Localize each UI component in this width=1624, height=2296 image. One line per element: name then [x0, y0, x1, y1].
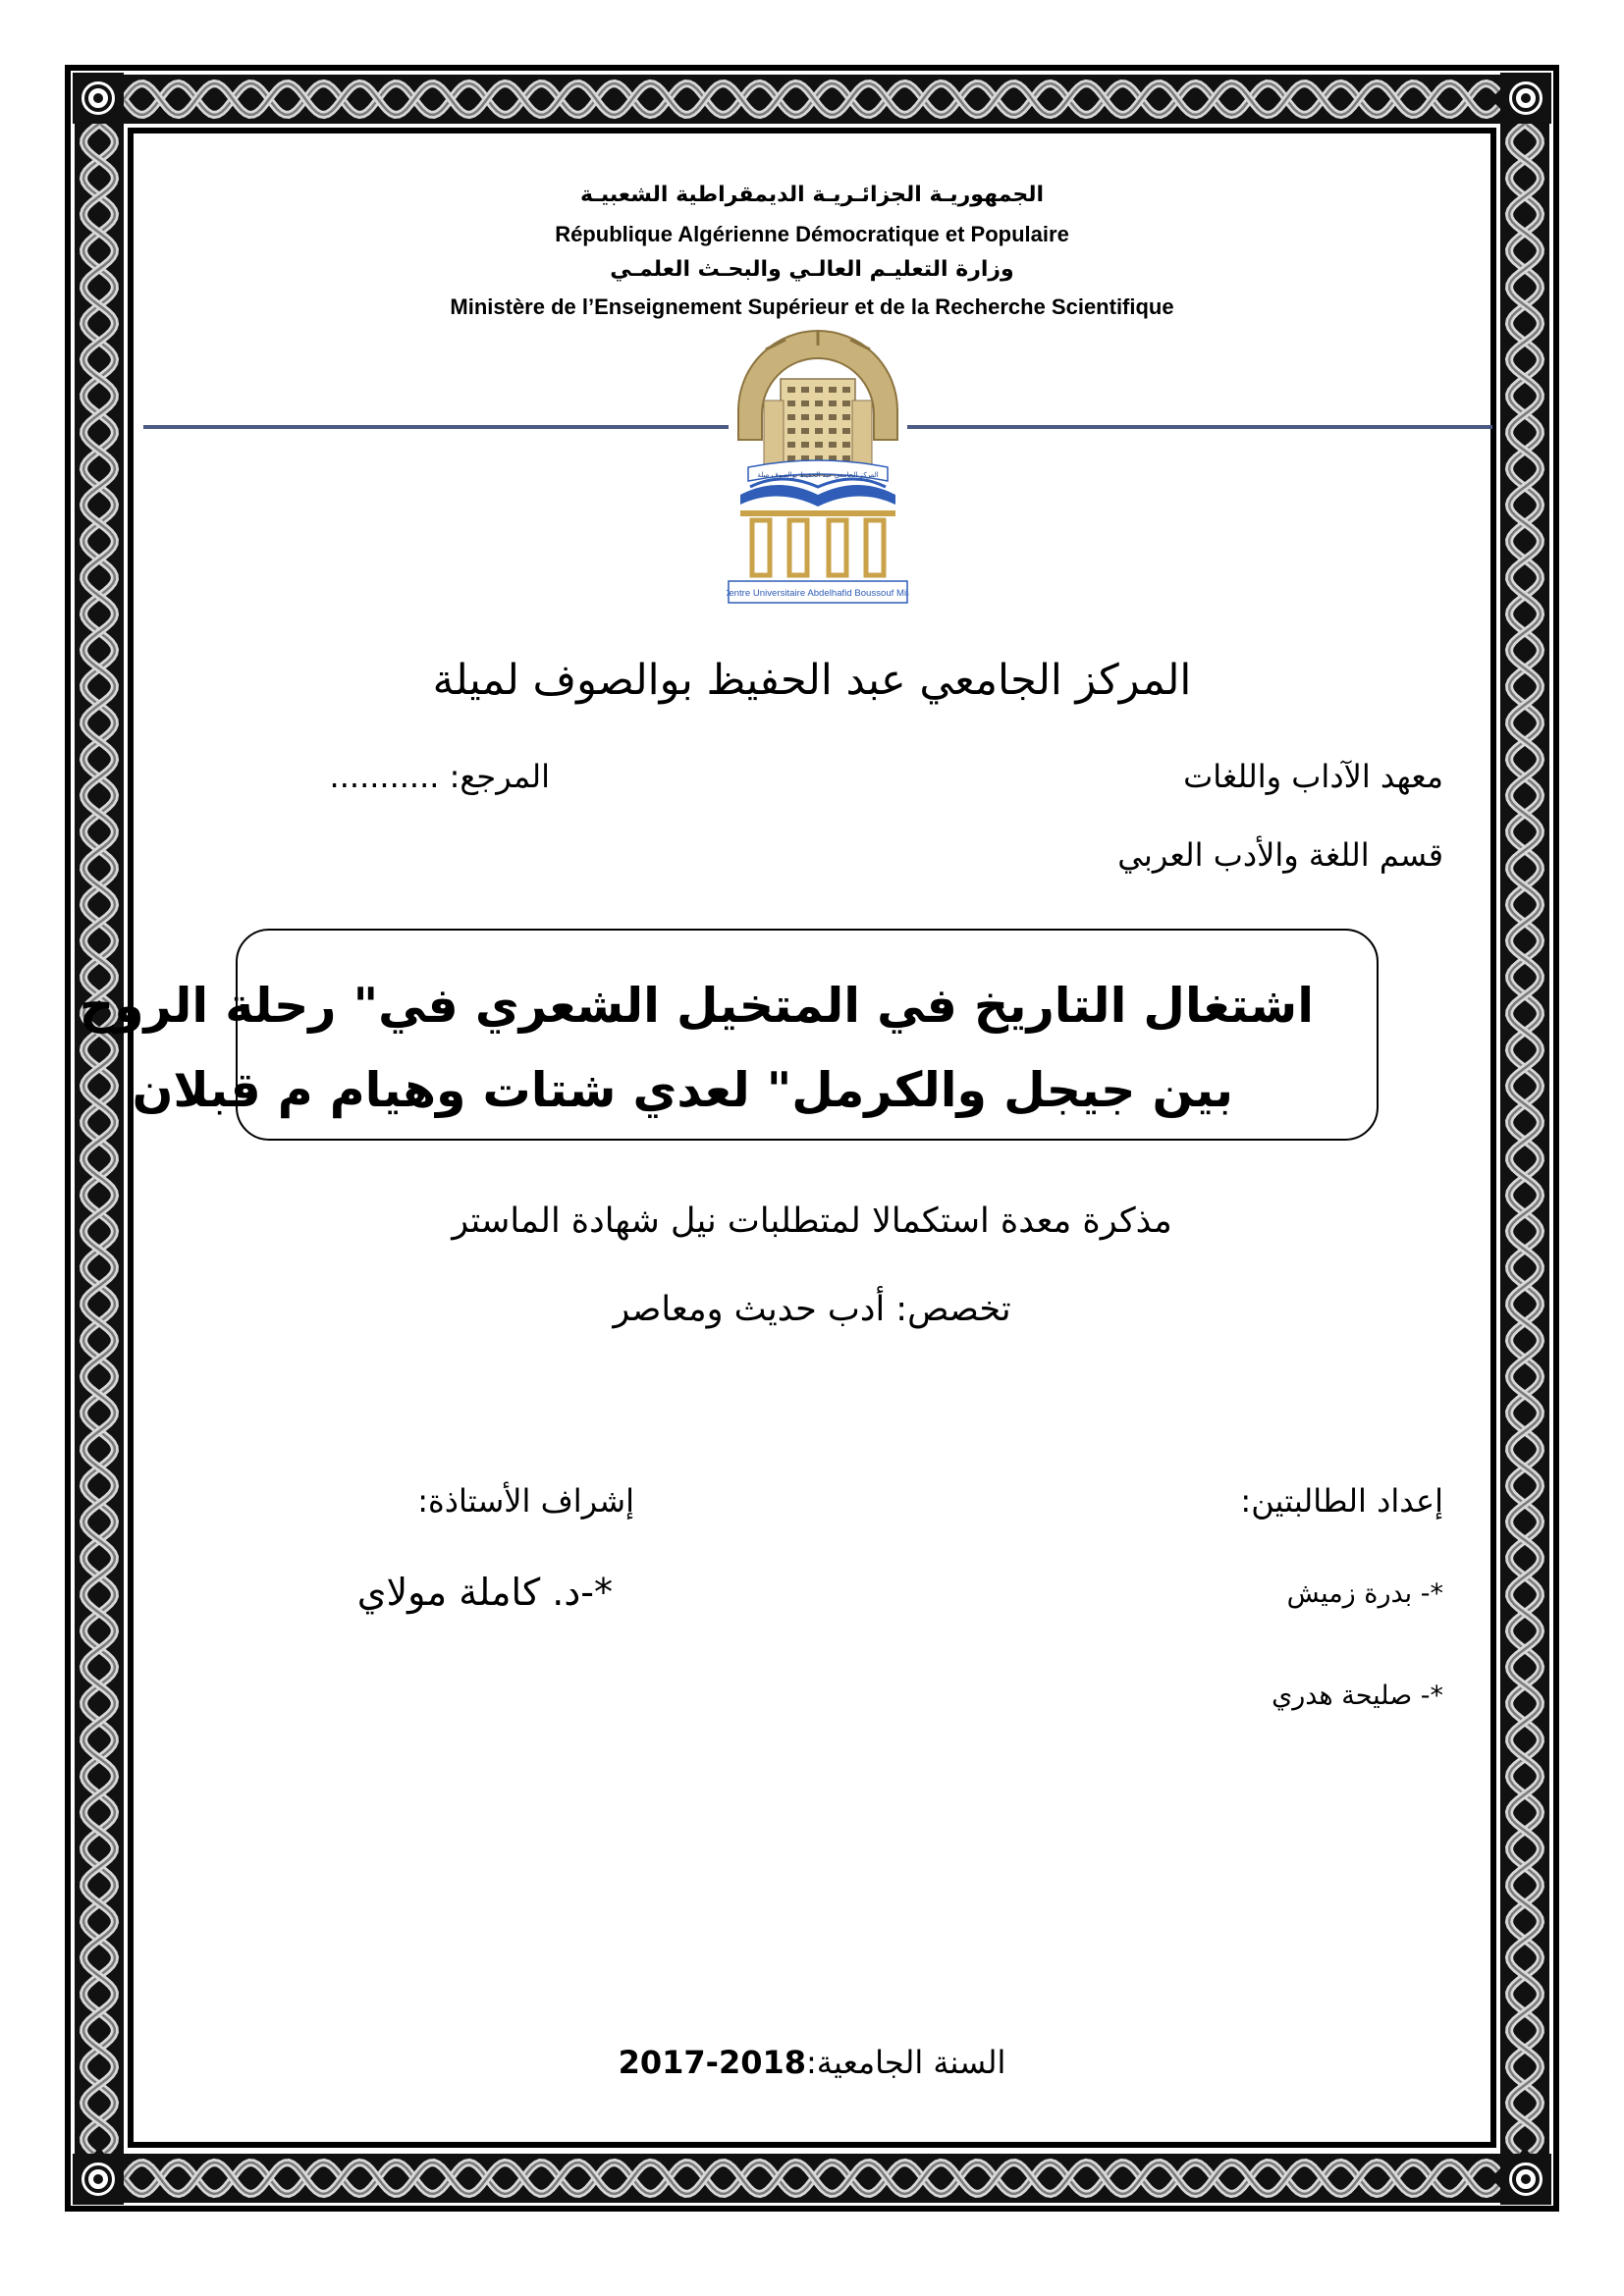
corner-ornament-icon	[1500, 2154, 1551, 2205]
corner-ornament-icon	[73, 2154, 124, 2205]
corner-ornament-icon	[73, 73, 124, 124]
header-rule-left	[143, 425, 729, 429]
academic-year-value: 2017-2018	[618, 2044, 806, 2081]
thesis-title-line-2: بين جيجل والكرمل" لعدي شتات وهيام م قبلان	[132, 1062, 1233, 1118]
supervisor-label: إشراف الأستاذة:	[417, 1482, 634, 1520]
thesis-specialty: تخصص: أدب حديث ومعاصر	[613, 1290, 1011, 1329]
logo-caption: Centre Universitaire Abdelhafid Boussouf Mila	[727, 588, 909, 599]
ministry-arabic: وزارة التعليـم العالـي والبحـث العلمـي	[610, 257, 1014, 282]
ministry-french: Ministère de l’Enseignement Supérieur et de la Recherche Scientifique	[450, 294, 1174, 319]
bottom-ornament-band	[124, 2154, 1500, 2203]
university-logo	[727, 320, 909, 607]
logo-banner-text: المركز الجامعي عبد الحفيظ بوالصوف ميلة	[757, 471, 879, 479]
students-label: إعداد الطالبتين:	[1240, 1482, 1443, 1520]
top-ornament-band	[124, 75, 1500, 124]
left-ornament-band	[75, 124, 124, 2154]
supervisor-name: *-د. كاملة مولاي	[356, 1571, 613, 1614]
republic-french: République Algérienne Démocratique et Populaire	[555, 222, 1069, 246]
corner-ornament-icon	[1500, 73, 1551, 124]
academic-year	[517, 2044, 1107, 2081]
institute-name: معهد الآداب واللغات	[1183, 758, 1443, 795]
reference-field: المرجع: ...........	[329, 758, 550, 795]
student-1: *- بدرة زميش	[1286, 1578, 1443, 1609]
right-ornament-band	[1500, 124, 1549, 2154]
department-name: قسم اللغة والأدب العربي	[1117, 836, 1443, 874]
thesis-purpose: مذكرة معدة استكمالا لمتطلبات نيل شهادة الماستر	[452, 1201, 1172, 1241]
academic-year-label: السنة الجامعية:	[806, 2044, 1006, 2081]
center-name: المركز الجامعي عبد الحفيظ بوالصوف لميلة	[432, 656, 1192, 705]
republic-arabic: الجمهوريـة الجزائـريـة الديمقراطية الشعبيـة	[579, 183, 1044, 207]
header-rule-right	[907, 425, 1492, 429]
student-2: *- صليحة هدري	[1272, 1681, 1443, 1711]
thesis-title-line-1: اشتغال التاريخ في المتخيل الشعري في" رحلة الروح	[79, 978, 1314, 1034]
